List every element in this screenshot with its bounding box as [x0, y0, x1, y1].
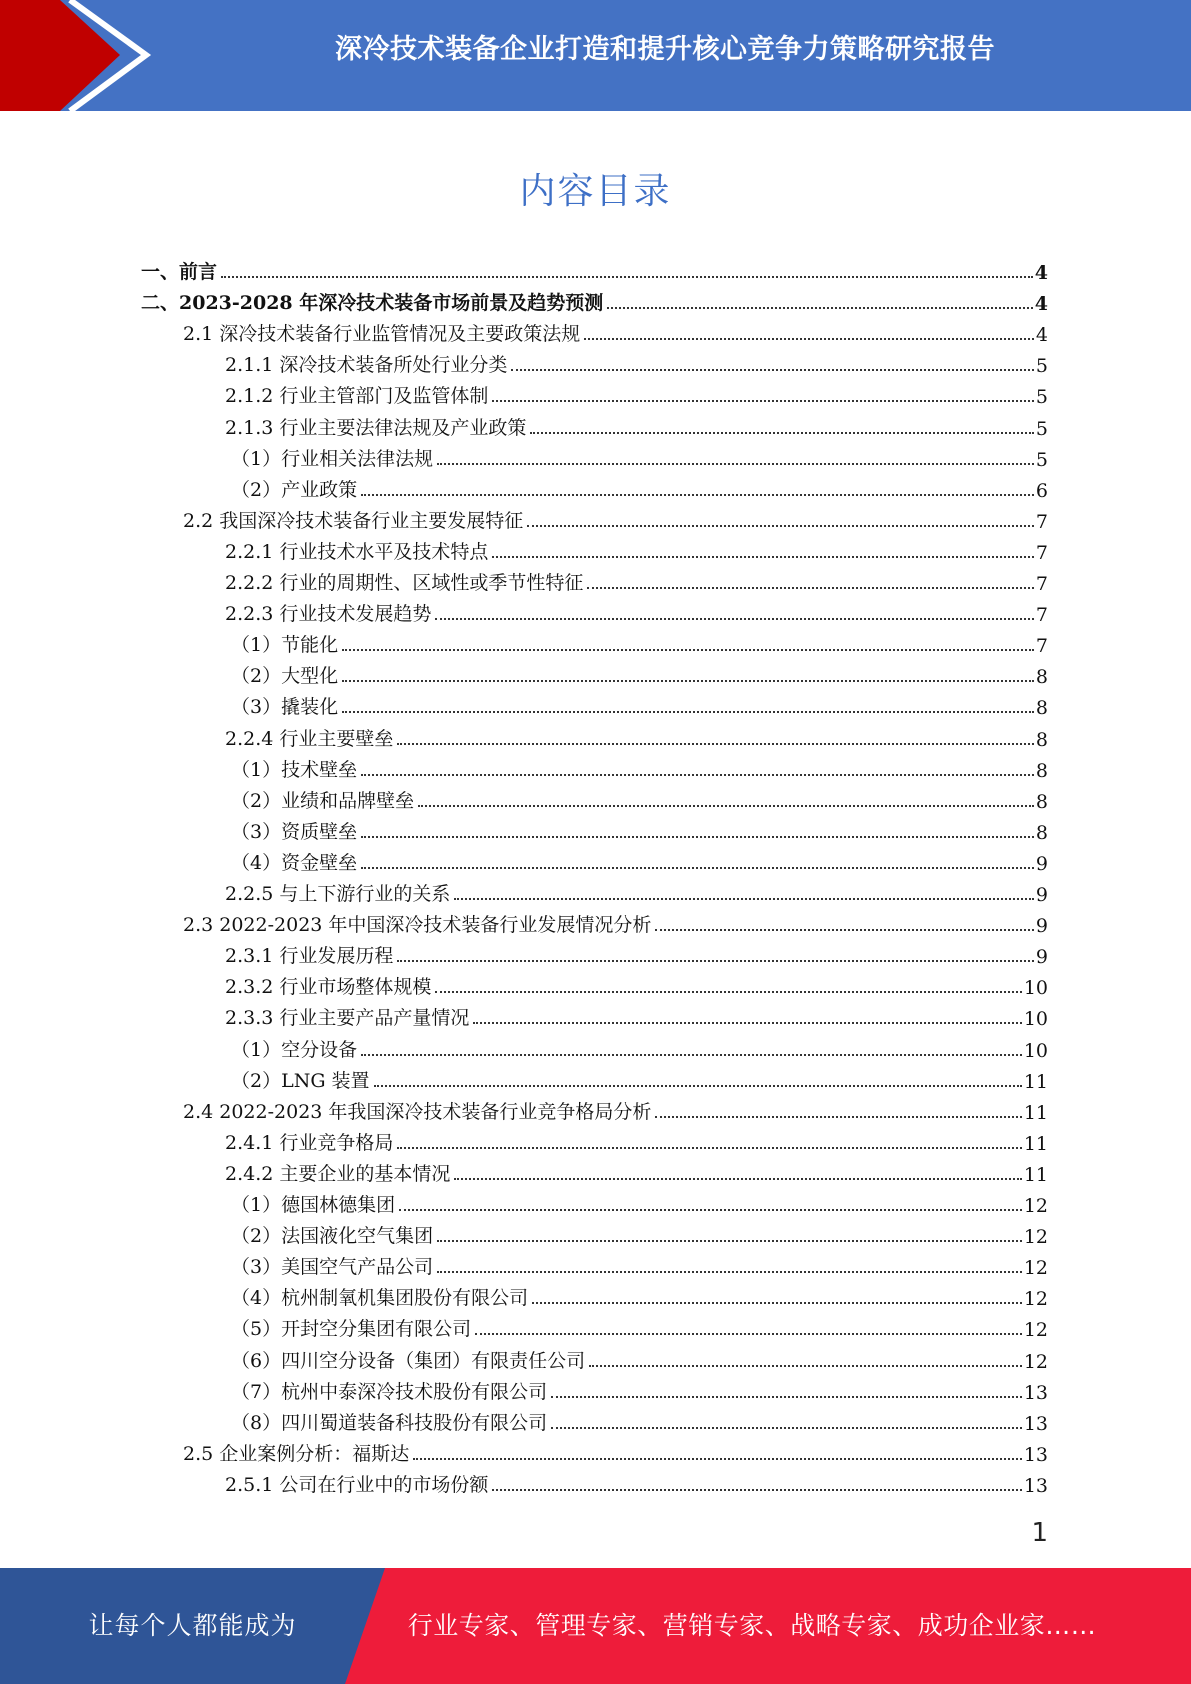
toc-entry-title: 2.3.2 行业市场整体规模 [225, 976, 432, 999]
toc-entry[interactable] [141, 284, 1048, 315]
toc-entry[interactable] [225, 595, 1048, 626]
toc-entry-page: 7 [1035, 573, 1048, 595]
toc-entry-title: 2.3 2022-2023 年中国深冷技术装备行业发展情况分析 [183, 914, 652, 937]
toc-entry-page: 9 [1035, 884, 1048, 906]
toc-entry[interactable] [183, 315, 1048, 346]
toc-entry[interactable] [231, 1031, 1048, 1062]
toc-entry-title: 2.2.3 行业技术发展趋势 [225, 603, 432, 626]
toc-entry-page: 11 [1023, 1101, 1048, 1124]
toc-entry-page: 4 [1035, 324, 1048, 347]
toc-dot-leader [551, 1427, 1022, 1429]
toc-entry[interactable] [183, 906, 1048, 937]
toc-entry[interactable] [225, 1466, 1048, 1497]
toc-entry[interactable] [231, 1217, 1048, 1248]
toc-entry-title: （4）杭州制氧机集团股份有限公司 [231, 1287, 529, 1310]
toc-dot-leader [397, 743, 1034, 745]
toc-entry-title: （3）撬装化 [231, 696, 339, 719]
toc-entry-page: 4 [1034, 262, 1048, 284]
toc-entry-page: 11 [1023, 1132, 1048, 1155]
toc-entry-title: （1）空分设备 [231, 1038, 358, 1061]
toc-entry-page: 9 [1035, 852, 1048, 875]
toc-entry[interactable] [183, 502, 1048, 533]
toc-dot-leader [527, 525, 1034, 527]
toc-entry-page: 5 [1035, 386, 1048, 409]
toc-entry-title: 2.1.2 行业主管部门及监管体制 [225, 385, 489, 408]
toc-entry-page: 6 [1035, 479, 1048, 502]
toc-entry-title: （2）LNG 装置 [231, 1069, 370, 1092]
toc-entry[interactable] [225, 968, 1048, 999]
toc-entry[interactable] [231, 844, 1048, 875]
toc-entry[interactable] [231, 782, 1048, 813]
toc-dot-leader [361, 836, 1034, 838]
toc-dot-leader [530, 432, 1034, 434]
toc-dot-leader [607, 307, 1033, 309]
toc-entry-title: 2.1.1 深冷技术装备所处行业分类 [225, 354, 508, 377]
toc-entry-page: 5 [1035, 448, 1048, 471]
toc-dot-leader [418, 805, 1034, 807]
toc-entry-title: （4）资金壁垒 [231, 851, 358, 874]
toc-entry-title: （2）法国液化空气集团 [231, 1225, 434, 1248]
toc-dot-leader [492, 1489, 1021, 1491]
toc-dot-leader [589, 1365, 1022, 1367]
toc-dot-leader [361, 1054, 1022, 1056]
toc-entry-page: 8 [1035, 697, 1048, 720]
toc-entry[interactable] [231, 1310, 1048, 1341]
toc-dot-leader [437, 463, 1034, 465]
toc-entry[interactable] [225, 720, 1048, 751]
toc-dot-leader [342, 680, 1034, 682]
toc-entry-page: 11 [1023, 1070, 1048, 1093]
toc-entry-title: （2）大型化 [231, 665, 339, 688]
toc-entry-title: 2.2 我国深冷技术装备行业主要发展特征 [183, 509, 524, 532]
toc-entry[interactable] [231, 1186, 1048, 1217]
toc-entry-page: 13 [1023, 1474, 1048, 1497]
toc-dot-leader [361, 494, 1034, 496]
toc-dot-leader [587, 587, 1034, 589]
toc-heading: 内容目录 [519, 171, 672, 212]
page-header [0, 0, 1191, 111]
toc-entry-title: （8）四川蜀道装备科技股份有限公司 [231, 1411, 548, 1434]
page-footer [0, 1568, 1191, 1684]
toc-entry[interactable] [225, 409, 1048, 440]
toc-entry-title: 2.2.2 行业的周期性、区域性或季节性特征 [225, 572, 584, 594]
toc-entry[interactable] [231, 688, 1048, 719]
toc-dot-leader [475, 1333, 1022, 1335]
toc-entry-page: 7 [1035, 510, 1048, 533]
toc-dot-leader [551, 1396, 1022, 1398]
toc-entry[interactable] [225, 937, 1048, 968]
toc-entry-title: 2.3.1 行业发展历程 [225, 945, 394, 968]
toc-entry-page: 12 [1023, 1195, 1048, 1217]
toc-dot-leader [655, 1116, 1021, 1118]
toc-entry-title: 2.2.1 行业技术水平及技术特点 [225, 540, 489, 563]
toc-dot-leader [532, 1302, 1022, 1304]
toc-entry[interactable] [231, 471, 1048, 502]
toc-entry-title: （1）技术壁垒 [231, 758, 358, 781]
toc-entry[interactable] [231, 1342, 1048, 1373]
toc-entry[interactable] [231, 1279, 1048, 1310]
toc-entry[interactable] [183, 1435, 1048, 1466]
toc-entry[interactable] [225, 377, 1048, 408]
toc-entry[interactable] [225, 875, 1048, 906]
toc-entry-page: 12 [1023, 1257, 1048, 1280]
toc-entry[interactable] [231, 1373, 1048, 1404]
toc-dot-leader [473, 1022, 1021, 1024]
toc-dot-leader [435, 618, 1034, 620]
toc-entry-title: （2）业绩和品牌壁垒 [231, 789, 415, 812]
toc-entry[interactable] [225, 564, 1048, 595]
toc-entry-title: （1）行业相关法律法规 [231, 447, 434, 470]
toc-entry-title: 2.2.4 行业主要壁垒 [225, 727, 394, 750]
toc-dot-leader [361, 867, 1034, 869]
toc-entry[interactable] [231, 626, 1048, 657]
toc-entry-page: 7 [1035, 604, 1048, 627]
toc-entry-page: 10 [1023, 1008, 1048, 1031]
toc-entry-page: 7 [1035, 635, 1048, 658]
report-title: 深冷技术装备企业打造和提升核心竞争力策略研究报告 [335, 34, 995, 65]
toc-entry-title: （1）德国林德集团 [231, 1194, 396, 1216]
toc-entry-page: 12 [1023, 1288, 1048, 1311]
toc-entry[interactable] [183, 1093, 1048, 1124]
toc-entry-page: 4 [1034, 293, 1048, 316]
toc-entry-page: 5 [1035, 417, 1048, 440]
toc-dot-leader [655, 929, 1033, 931]
toc-dot-leader [492, 556, 1034, 558]
toc-dot-leader [361, 774, 1034, 776]
toc-dot-leader [437, 1271, 1022, 1273]
toc-entry-title: 2.5.1 公司在行业中的市场份额 [225, 1473, 489, 1496]
toc-entry[interactable] [225, 999, 1048, 1030]
footer-slogan-right: 行业专家、管理专家、营销专家、战略专家、成功企业家…… [407, 1611, 1097, 1640]
toc-entry-page: 10 [1023, 1039, 1048, 1062]
toc-entry-title: （2）产业政策 [231, 478, 358, 501]
toc-entry-title: 2.2.5 与上下游行业的关系 [225, 883, 451, 905]
toc-entry[interactable] [225, 1124, 1048, 1155]
toc-entry-title: 一、前言 [141, 261, 218, 283]
toc-entry-page: 8 [1035, 790, 1048, 813]
toc-entry[interactable] [141, 253, 1048, 284]
toc-entry-title: 2.4.2 主要企业的基本情况 [225, 1162, 451, 1185]
toc-entry-title: 2.1.3 行业主要法律法规及产业政策 [225, 416, 527, 439]
toc-entry-page: 11 [1023, 1163, 1048, 1186]
page-number: 1 [1031, 1518, 1048, 1548]
toc-dot-leader [435, 991, 1021, 993]
toc-entry[interactable] [231, 440, 1048, 471]
toc-entry-page: 13 [1023, 1381, 1048, 1404]
toc-entry-page: 7 [1035, 541, 1048, 564]
toc-entry-page: 8 [1035, 821, 1048, 844]
toc-entry-title: 2.4 2022-2023 年我国深冷技术装备行业竞争格局分析 [183, 1100, 652, 1123]
footer-slogan-left: 让每个人都能成为 [88, 1611, 297, 1640]
toc-entry[interactable] [225, 1155, 1048, 1186]
toc-entry-page: 8 [1035, 728, 1048, 751]
toc-entry-title: （5）开封空分集团有限公司 [231, 1318, 472, 1341]
toc-entry-page: 13 [1023, 1443, 1048, 1466]
toc-entry-page: 12 [1023, 1350, 1048, 1373]
toc-entry-title: 2.1 深冷技术装备行业监管情况及主要政策法规 [183, 323, 581, 346]
toc-entry-title: 2.4.1 行业竞争格局 [225, 1131, 394, 1154]
toc-dot-leader [454, 1178, 1021, 1180]
toc-entry[interactable] [231, 1248, 1048, 1279]
toc-dot-leader [511, 369, 1034, 371]
toc-entry-title: （6）四川空分设备（集团）有限责任公司 [231, 1349, 586, 1372]
toc-entry[interactable] [225, 533, 1048, 564]
toc-entry[interactable] [231, 813, 1048, 844]
toc-entry-page: 13 [1023, 1412, 1048, 1435]
toc-entry-page: 8 [1035, 759, 1048, 782]
toc-dot-leader [342, 649, 1034, 651]
toc-entry-title: 2.3.3 行业主要产品产量情况 [225, 1007, 470, 1030]
toc-dot-leader [342, 711, 1034, 713]
toc-dot-leader [221, 276, 1033, 278]
toc-entry-page: 10 [1023, 977, 1048, 1000]
toc-entry-page: 9 [1035, 915, 1048, 938]
toc-entry-title: （3）美国空气产品公司 [231, 1256, 434, 1279]
toc-entry-page: 12 [1023, 1319, 1048, 1342]
toc-dot-leader [492, 400, 1034, 402]
toc-entry-title: 2.5 企业案例分析：福斯达 [183, 1442, 410, 1465]
toc-entry-page: 5 [1035, 355, 1048, 378]
toc-dot-leader [397, 1147, 1021, 1149]
toc-entry[interactable] [231, 1404, 1048, 1435]
toc-entry-page: 9 [1035, 946, 1048, 969]
toc-dot-leader [374, 1085, 1022, 1087]
toc-entry-title: 二、2023-2028 年深冷技术装备市场前景及趋势预测 [141, 292, 604, 315]
toc-dot-leader [454, 898, 1034, 900]
toc-entry[interactable] [231, 657, 1048, 688]
toc-dot-leader [584, 338, 1034, 340]
toc-entry[interactable] [231, 1062, 1048, 1093]
toc-entry-page: 8 [1035, 666, 1048, 689]
toc-dot-leader [437, 1240, 1022, 1242]
toc-dot-leader [399, 1209, 1022, 1211]
toc-entry-title: （1）节能化 [231, 634, 339, 657]
toc-dot-leader [413, 1458, 1022, 1460]
toc-entry-page: 12 [1023, 1226, 1048, 1249]
toc-entry[interactable] [231, 751, 1048, 782]
toc-entry-title: （3）资质壁垒 [231, 820, 358, 843]
toc-entry-title: （7）杭州中泰深冷技术股份有限公司 [231, 1380, 548, 1403]
toc-dot-leader [397, 960, 1034, 962]
toc-entry[interactable] [225, 346, 1048, 377]
